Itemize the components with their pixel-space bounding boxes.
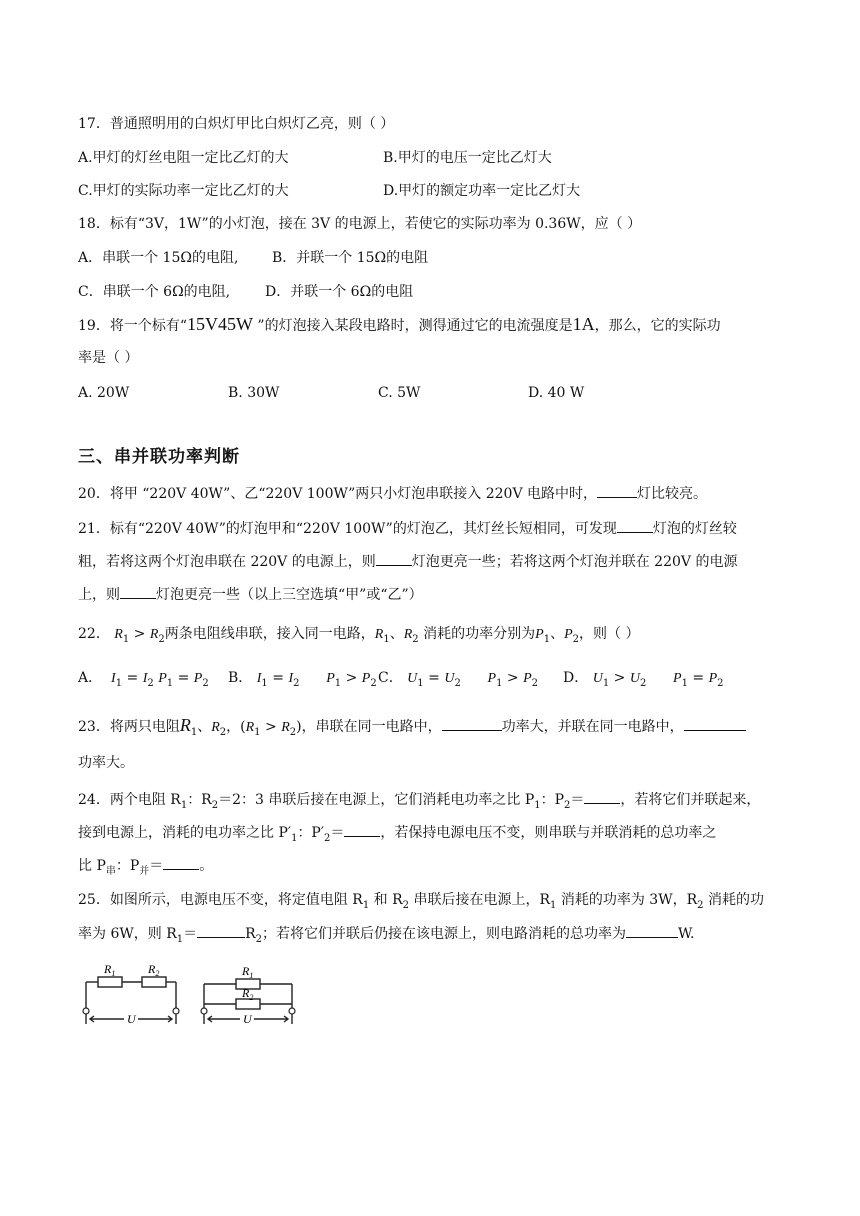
q24-l2-post: ，若保持电源电压不变，则串联与并联消耗的总功率之 — [380, 825, 717, 841]
q24-blank-2[interactable] — [344, 822, 380, 837]
q25-l1-post: 消耗的功 — [703, 892, 764, 908]
q20-text — [78, 483, 707, 504]
q22-option-d: D． $U_1 > U_2$ $P_1 = P_2$ — [563, 670, 724, 689]
q21-l3-pre: 上，则 — [78, 587, 120, 603]
q23-mid: ，串联在同一电路中， — [301, 719, 442, 735]
q19-rating: 15V45W — [186, 314, 253, 334]
series-circuit-diagram — [82, 960, 182, 1028]
q25-blank-1[interactable] — [197, 923, 245, 938]
q21-l3-post: 灯泡更亮一些（以上三空选填“甲”或“乙”） — [156, 587, 423, 603]
q22-stem-mid2: 消耗的功率分别为 — [423, 626, 536, 642]
q24-l2-pre: 接到电源上，消耗的电功率之比 P′ — [78, 825, 292, 841]
q24-line2: 接到电源上，消耗的电功率之比 $P'_1$：$P'_2=$ ，若保持电源电压不变，则串联与并联消耗的总功率之 — [78, 822, 716, 849]
q19-option-b: B. 30W — [228, 385, 280, 401]
q25-l1-mid2: 串联后接在电源上，R — [409, 892, 551, 908]
q22-option-a: A． $I_1 = I_2$ $P_1 = P_2$ — [78, 670, 209, 689]
q21-blank-1[interactable] — [617, 518, 653, 533]
q24-l3-post: 。 — [199, 858, 214, 874]
q24-sub-series: 串 — [105, 865, 116, 877]
series-label-r1: $R_1$ — [104, 962, 116, 978]
q23-blank-1[interactable] — [442, 716, 502, 731]
q18-option-c: C．串联一个 6Ω的电阻, — [78, 284, 231, 300]
q23-line1: 23．将两只电阻$R_1$、$R_2$，$(R_1 > R_2)$，串联在同一电路中， 功率大，并联在同一电路中， — [78, 715, 746, 743]
q24-l1-mid2: ＝2：3 串联后接在电源上，它们消耗电功率之比 P — [218, 792, 535, 808]
q19-stem-post: ，那么，它的实际功 — [594, 318, 721, 334]
q21-l1-post: 灯泡的灯丝较 — [652, 521, 737, 537]
q21-line3 — [78, 584, 423, 605]
q25-blank-2[interactable] — [626, 923, 678, 938]
series-label-u: U — [127, 1012, 136, 1026]
q24-line1: 24．两个电阻 $R_1$：$R_2=2$：3 串联后接在电源上，它们消耗电功率之比 $P_1$：$P_2=$ ，若将它们并联起来， — [78, 789, 760, 816]
q23-blank-2[interactable] — [684, 716, 746, 731]
q24-l3-mid2: ＝ — [149, 858, 164, 874]
q18-stem: 18．标有“3V，1W”的小灯泡，接在 3V 的电源上，若使它的实际功率为 0.36W，应（ ） — [78, 216, 642, 232]
q24-blank-3[interactable] — [163, 855, 199, 870]
q20-text-pre: 20．将甲 “220V 40W”、乙“220V 100W”两只小灯泡串联接入 220V 电路中时， — [78, 486, 598, 502]
q17-option-d: D.甲灯的额定功率一定比乙灯大 — [383, 183, 581, 199]
q22-a-label: A． — [78, 670, 103, 686]
parallel-label-r1: $R_1$ — [242, 964, 254, 980]
q21-blank-2[interactable] — [376, 551, 412, 566]
q24-l1-post: ，若将它们并联起来， — [620, 792, 761, 808]
q25-l2-mid: ＝ — [183, 926, 198, 942]
q17-option-a: A.甲灯的灯丝电阻一定比乙灯的大 — [78, 150, 289, 166]
q25-l2-post: W. — [678, 926, 695, 942]
q21-line2 — [78, 551, 737, 572]
q22-stem-post: ，则（ ） — [579, 626, 640, 642]
q23-num: 23．将两只电阻 — [78, 719, 180, 735]
q24-l1-mid4: ＝ — [570, 792, 585, 808]
series-resistor-r1 — [98, 977, 122, 987]
q24-l2-mid: ：P′ — [297, 825, 325, 841]
q17-option-b: B.甲灯的电压一定比乙灯大 — [383, 150, 552, 166]
q18-option-a: A．串联一个 15Ω的电阻, — [78, 250, 239, 266]
q25-l1-mid: 和 R — [369, 892, 403, 908]
section-heading: 三、串并联功率判断 — [78, 447, 240, 467]
q19-current: 1A — [572, 314, 595, 334]
q19-option-c: C. 5W — [378, 385, 421, 401]
q19-option-d: D. 40 W — [528, 385, 585, 401]
series-label-r2: $R_2$ — [148, 962, 160, 978]
q21-blank-3[interactable] — [120, 584, 156, 599]
q25-l1-pre: 25．如图所示，电源电压不变，将定值电阻 R — [78, 892, 363, 908]
q23-mid2: 功率大，并联在同一电路中， — [501, 719, 684, 735]
q18-option-d: D．并联一个 6Ω的电阻 — [265, 284, 414, 300]
parallel-circuit-diagram — [200, 960, 300, 1028]
q22-stem-mid: 两条电阻线串联，接入同一电路， — [164, 626, 375, 642]
q22-option-c: C． $U_1 = U_2$ $P_1 > P_2$ — [378, 670, 539, 689]
q18-option-b: B．并联一个 15Ω的电阻 — [272, 250, 429, 266]
q17-option-c: C.甲灯的实际功率一定比乙灯的大 — [78, 183, 289, 199]
q21-l2-post: 灯泡更亮一些；若将这两个灯泡并联在 220V 的电源 — [411, 554, 738, 570]
q24-blank-1[interactable] — [584, 789, 620, 804]
q24-l1-mid: ：R — [187, 792, 212, 808]
q23-line2: 功率大。 — [78, 755, 134, 771]
q22-c-label: C． — [378, 670, 403, 686]
series-resistor-r2 — [142, 977, 166, 987]
q24-line3 — [78, 855, 213, 882]
q20-text-post: 灯比较亮。 — [637, 486, 708, 502]
q24-l3-mid: ：P — [115, 858, 140, 874]
q21-l1-pre: 21．标有“220V 40W”的灯泡甲和“220V 100W”的灯泡乙，其灯丝长短相同，可发现 — [78, 521, 617, 537]
q17-stem: 17．普通照明用的白炽灯甲比白炽灯乙亮，则（ ） — [78, 116, 395, 132]
q19-option-a: A. 20W — [78, 385, 130, 401]
q19-stem-pre: 19．将一个标有“ — [78, 318, 187, 334]
q22-stem: 22． $R_1 > R_2$两条电阻线串联，接入同一电路，$R_1$、$R_2$ 消耗的功率分别为$P_1$、$P_2$，则（ ） — [78, 626, 640, 645]
q21-l2-pre: 粗，若将这两个灯泡串联在 220V 的电源上，则 — [78, 554, 376, 570]
q24-l3-pre: 比 P — [78, 858, 106, 874]
q22-d-label: D． — [563, 670, 589, 686]
q25-l2-pre: 率为 6W，则 R — [78, 926, 177, 942]
q22-b-label: B． — [228, 670, 253, 686]
q22-num: 22． — [78, 626, 110, 642]
q24-l1-mid3: ：P — [540, 792, 565, 808]
q22-option-b: B． $I_1 = I_2$ $P_1 > P_2$ — [228, 670, 377, 689]
q25-l1-mid3: 消耗的功率为 3W，R — [556, 892, 698, 908]
q25-line2: 率为 6W，则 $R_1= R_2$；若将它们并联后仍接在该电源上，则电路消耗的总功率为 W. — [78, 923, 694, 950]
parallel-label-u: U — [243, 1012, 252, 1026]
q19-stem-mid: ”的灯泡接入某段电路时，测得通过它的电流强度是 — [252, 318, 573, 334]
q24-sub-parallel: 并 — [139, 865, 150, 877]
q19-stem — [78, 314, 721, 336]
q19-stem-line2: 率是（ ） — [78, 350, 139, 366]
q25-line1: 25．如图所示，电源电压不变，将定值电阻 $R_1$ 和 $R_2$ 串联后接在电源上，$R_1$ 消耗的功率为 3W，$R_2$ 消耗的功 — [78, 892, 764, 911]
q25-l2-mid3: ；若将它们并联后仍接在该电源上，则电路消耗的总功率为 — [262, 926, 627, 942]
q21-line1 — [78, 518, 737, 539]
parallel-resistor-r2 — [236, 999, 260, 1009]
parallel-label-r2: $R_2$ — [242, 986, 254, 1002]
q24-l1-pre: 24．两个电阻 R — [78, 792, 181, 808]
q24-l2-mid2: ＝ — [330, 825, 345, 841]
q20-blank[interactable] — [597, 483, 637, 498]
q25-l2-mid2: R — [245, 926, 256, 942]
